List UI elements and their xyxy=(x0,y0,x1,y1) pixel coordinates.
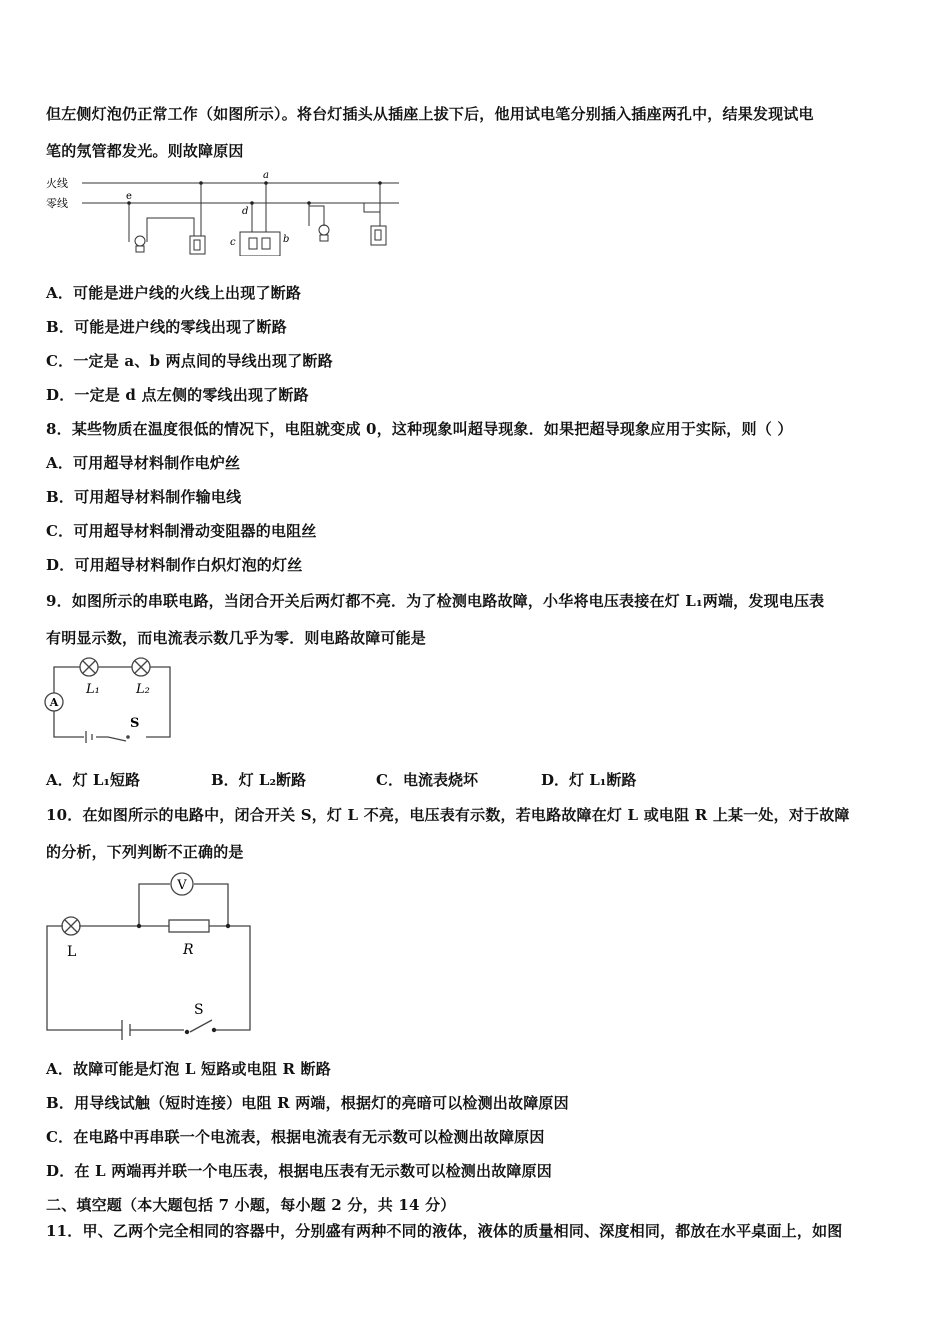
neutral-wire-label: 零线 xyxy=(46,197,68,210)
q7-option-c: C．一定是 a、b 两点间的导线出现了断路 xyxy=(46,352,333,370)
live-wire-label: 火线 xyxy=(46,177,68,190)
point-e-label: e xyxy=(126,191,132,202)
q7-stem-line2: 笔的氖管都发光。则故障原因 xyxy=(46,142,244,160)
q8-option-c: C．可用超导材料制滑动变阻器的电阻丝 xyxy=(46,522,317,540)
section2-heading: 二、填空题（本大题包括 7 小题，每小题 2 分，共 14 分） xyxy=(46,1196,456,1214)
q9-option-b: B．灯 L₂断路 xyxy=(211,771,307,789)
point-d-label: d xyxy=(242,206,249,217)
q11-stem-line1: 11．甲、乙两个完全相同的容器中，分别盛有两种不同的液体，液体的质量相同、深度相同，都放在水平桌面上，如图 xyxy=(46,1222,843,1240)
q10-circuit-figure xyxy=(44,870,256,1042)
q9-options-row xyxy=(46,769,636,790)
q8-option-a: A．可用超导材料制作电炉丝 xyxy=(46,454,241,472)
switch-label: S xyxy=(194,1002,204,1018)
q10-stem-line2: 的分析，下列判断不正确的是 xyxy=(46,843,244,861)
lamp-label: L xyxy=(67,944,77,960)
point-b-label: b xyxy=(283,234,290,245)
q9-option-d: D．灯 L₁断路 xyxy=(541,771,637,789)
resistor-label: R xyxy=(183,942,194,958)
q7-circuit-figure xyxy=(44,168,406,256)
q10-option-c: C．在电路中再串联一个电流表，根据电流表有无示数可以检测出故障原因 xyxy=(46,1128,545,1146)
q8-option-d: D．可用超导材料制作白炽灯泡的灯丝 xyxy=(46,556,303,574)
switch-label: S xyxy=(130,716,140,731)
voltmeter-label: V xyxy=(177,878,187,893)
ammeter-label: A xyxy=(49,696,59,709)
q10-option-a: A．故障可能是灯泡 L 短路或电阻 R 断路 xyxy=(46,1060,331,1078)
q7-stem-line1: 但左侧灯泡仍正常工作（如图所示）。将台灯插头从插座上拔下后，他用试电笔分别插入插座两孔中，结果发现试电 xyxy=(46,105,814,123)
q7-option-d: D．一定是 d 点左侧的零线出现了断路 xyxy=(46,386,309,404)
q10-stem-line1: 10．在如图所示的电路中，闭合开关 S，灯 L 不亮，电压表有示数，若电路故障在灯 L 或电阻 R 上某一处，对于故障 xyxy=(46,806,850,824)
q7-option-b: B．可能是进户线的零线出现了断路 xyxy=(46,318,287,336)
l2-label: L₂ xyxy=(136,682,150,697)
q9-stem-line1: 9．如图所示的串联电路，当闭合开关后两灯都不亮．为了检测电路故障，小华将电压表接在灯 L₁两端，发现电压表 xyxy=(46,592,825,610)
q9-option-c: C．电流表烧坏 xyxy=(376,771,478,789)
q7-option-a: A．可能是进户线的火线上出现了断路 xyxy=(46,284,302,302)
q10-option-b: B．用导线试触（短时连接）电阻 R 两端，根据灯的亮暗可以检测出故障原因 xyxy=(46,1094,569,1112)
q9-option-a: A．灯 L₁短路 xyxy=(46,771,140,789)
q8-stem: 8．某些物质在温度很低的情况下，电阻就变成 0，这种现象叫超导现象．如果把超导现象应用于实际，则（ ） xyxy=(46,420,793,438)
q9-circuit-figure xyxy=(42,655,174,745)
point-a-label: a xyxy=(263,170,269,181)
q9-stem-line2: 有明显示数，而电流表示数几乎为零．则电路故障可能是 xyxy=(46,629,427,647)
q10-option-d: D．在 L 两端再并联一个电压表，根据电压表有无示数可以检测出故障原因 xyxy=(46,1162,553,1180)
l1-label: L₁ xyxy=(86,682,100,697)
point-c-label: c xyxy=(230,237,236,248)
q8-option-b: B．可用超导材料制作输电线 xyxy=(46,488,242,506)
